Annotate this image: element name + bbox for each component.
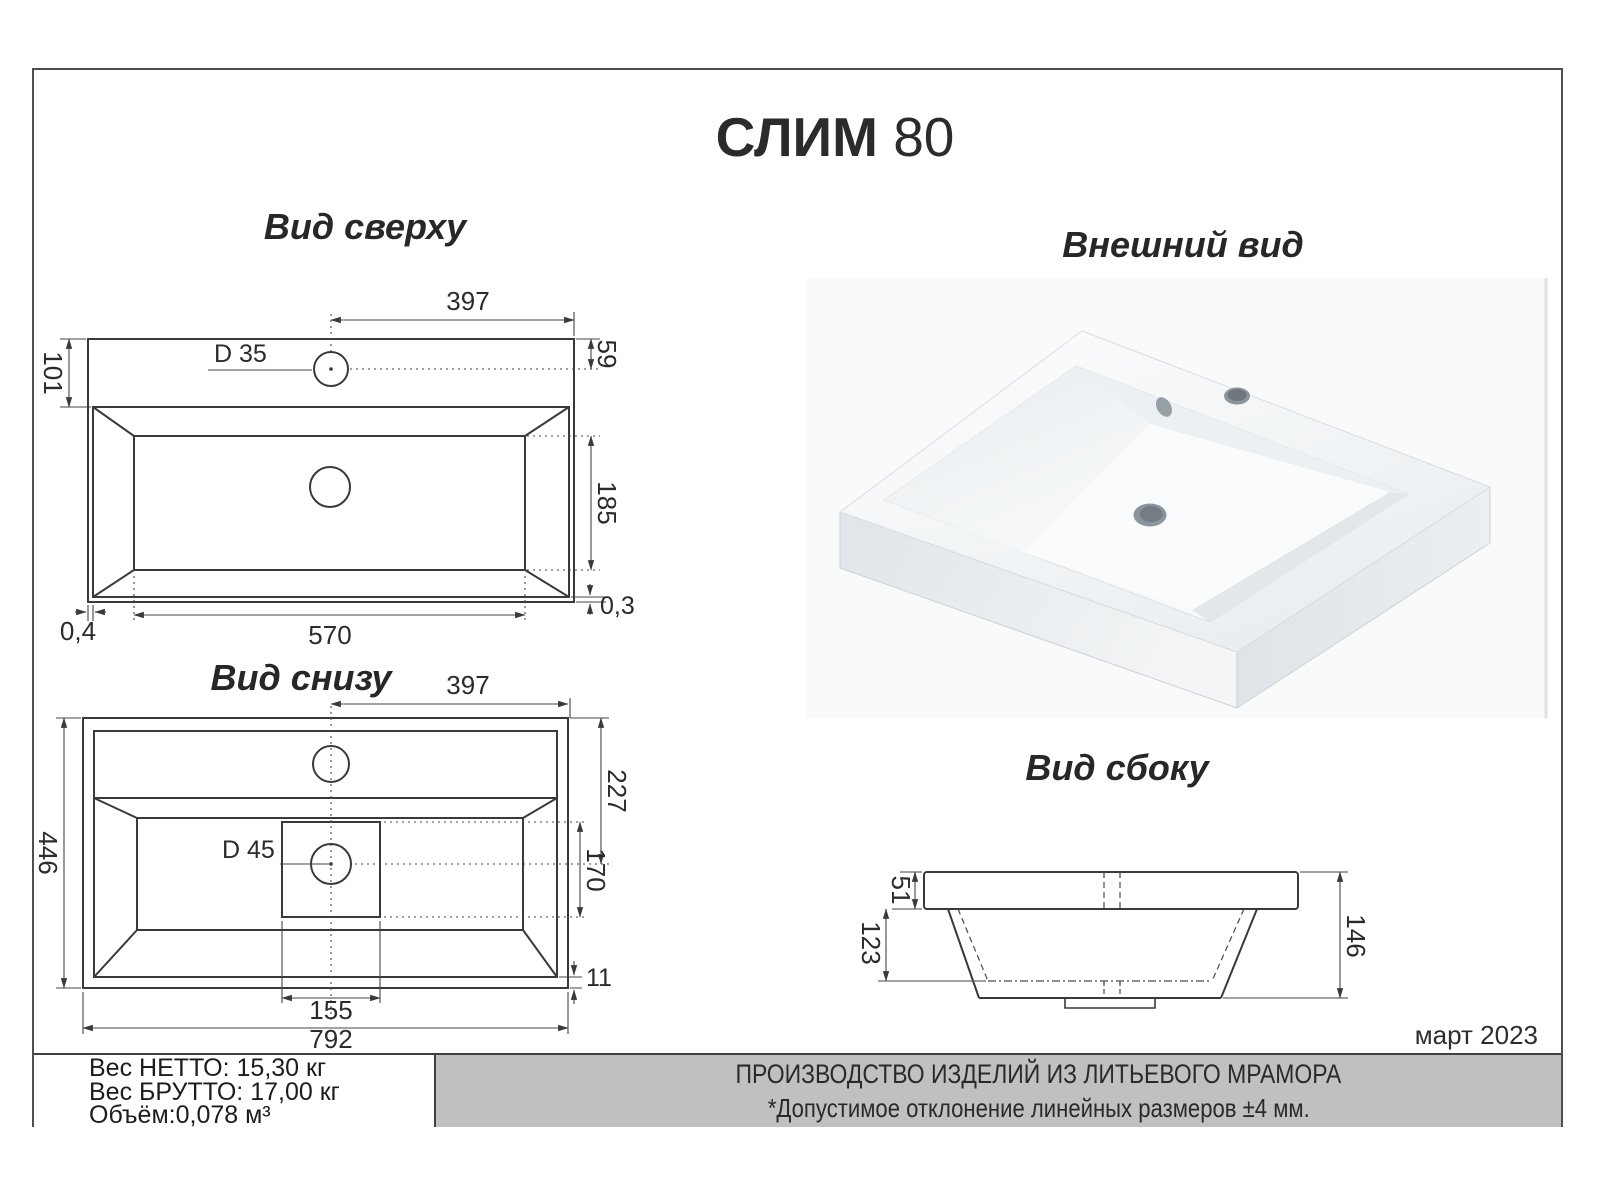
bottom-view-drawing xyxy=(83,718,568,988)
external-view-title: Внешний вид xyxy=(1062,224,1304,265)
weight-info-box xyxy=(34,1055,434,1127)
band-line2: *Допустимое отклонение линейных размеров ±4 мм. xyxy=(767,1092,1310,1123)
dim-label-0-3: 0,3 xyxy=(600,592,635,620)
dim-label-570: 570 xyxy=(308,620,352,650)
dim-label-155: 155 xyxy=(309,995,353,1025)
top-view-title: Вид сверху xyxy=(263,206,467,247)
bottom-view-dimensions xyxy=(56,698,609,1034)
dim-label-11: 11 xyxy=(586,964,612,992)
manufacturer-band xyxy=(434,1055,1561,1127)
dim-label-59: 59 xyxy=(591,339,622,369)
footer-row xyxy=(34,1053,1561,1127)
model-size: 80 xyxy=(893,106,955,168)
date-label: март 2023 xyxy=(1414,1020,1538,1050)
dim-label-792: 792 xyxy=(309,1024,353,1054)
side-view-drawing xyxy=(924,872,1298,1008)
dim-label-123: 123 xyxy=(855,921,886,965)
dim-label-397-top: 397 xyxy=(446,286,490,316)
faucet-hole-3d-inner xyxy=(1228,389,1247,401)
dim-label-0-4: 0,4 xyxy=(59,616,97,646)
external-view-photo xyxy=(806,278,1548,718)
drain-hole-top-view xyxy=(310,467,350,507)
side-view-title: Вид сбоку xyxy=(1025,747,1209,788)
model-name: СЛИМ xyxy=(715,106,878,168)
side-view-dimension-labels xyxy=(856,876,1371,965)
side-view-hidden-lines xyxy=(958,872,1244,998)
dim-label-185: 185 xyxy=(591,481,622,525)
drain-hole-3d-inner xyxy=(1140,506,1163,522)
faucet-hole-bottom-view xyxy=(313,746,349,782)
band-line1: ПРОИЗВОДСТВО ИЗДЕЛИЙ ИЗ ЛИТЬЕВОГО МРАМОРА xyxy=(735,1058,1342,1089)
dim-label-d45: D 45 xyxy=(222,836,275,864)
dim-label-227: 227 xyxy=(601,769,632,813)
bottom-view-title: Вид снизу xyxy=(210,657,392,698)
bottom-view-dimension-labels xyxy=(33,670,632,1054)
dim-label-446: 446 xyxy=(32,831,63,875)
top-view-drawing xyxy=(88,339,574,602)
dim-label-397-bottom: 397 xyxy=(446,670,490,700)
dim-label-146: 146 xyxy=(1340,914,1371,958)
net-weight: Вес НЕТТО: 15,30 кг xyxy=(89,1054,327,1082)
side-view-dimensions xyxy=(878,872,1348,998)
dim-label-101: 101 xyxy=(37,351,68,395)
dim-label-d35: D 35 xyxy=(214,340,267,368)
dim-label-51: 51 xyxy=(885,875,916,905)
dim-label-170: 170 xyxy=(580,848,611,892)
volume: Объём:0,078 м³ xyxy=(89,1101,271,1129)
gross-weight: Вес БРУТТО: 17,00 кг xyxy=(89,1077,340,1106)
